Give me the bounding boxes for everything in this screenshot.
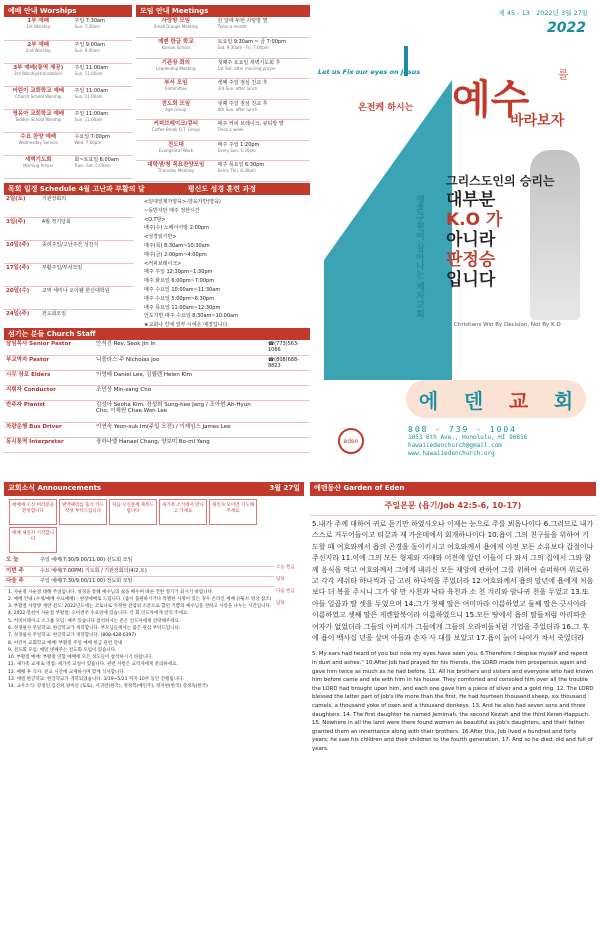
garden-verse: 주일본문 (욥기/Job 42:5-6, 10-17) — [310, 496, 596, 516]
ann-note: 13. 에덴 한글학교: 한글학교가 개학되었습니다. 3/19~5/21 까지 10주 동안 진행됩니다. — [8, 677, 184, 683]
cell — [136, 99, 216, 120]
staff-header: 섬기는 분들 Church Staff — [4, 328, 310, 340]
prayer-line: <커피브레이크> — [144, 260, 182, 267]
duty-value: 주일 예배(7:30/9:00/11:00) 전도회 모임 — [38, 556, 274, 566]
prayer-line: ~동반자반 매주 정한시간 — [144, 207, 200, 214]
prayer-line: <성경읽기반> — [144, 234, 177, 241]
row-value: 매주 주일 1:20pm — [217, 141, 260, 148]
staff-name: 김성아 Seoha Kim, 장성희 Sung-hee Jang / 조아현 Ah-Hyun Cho, 이채원 Chae Won Lee — [94, 400, 266, 422]
ann-card: 처음 오신분께 축복드립니다 — [109, 499, 157, 525]
row-value: 화~토요일 6:00am — [74, 156, 119, 163]
cell — [4, 86, 73, 109]
table-row — [4, 370, 310, 385]
row-value: 주일 7:30am — [74, 18, 105, 24]
prayer-line: 매주 주일 12:30pm~1:30pm — [144, 269, 213, 276]
ann-card: 새가족 소식에서 만나고 가세요 — [159, 499, 207, 525]
staff-name: 장하나엘 Hanael Chang, 양보미 Bo-mi Yang — [94, 437, 266, 452]
duty-value: 수요 예배(7:00PM) 기도회 / 기관장회의(4/2,토) — [38, 566, 274, 576]
cell — [216, 38, 310, 59]
table-row — [136, 140, 310, 161]
row-label: 전도대 — [167, 141, 184, 148]
cover-year: 2022 — [547, 20, 586, 36]
table-row — [136, 38, 310, 59]
sched-event: 부활주일/부서모임 — [40, 264, 134, 287]
worship-section — [4, 5, 132, 179]
ann-note: 11. 새가족 교제 & 영접: 새가족 교실이 있습니다. 관련 사항은 교역자에게 문의하세요. — [8, 662, 178, 668]
prayer-line: 인도자반 매주 수요일 8:30am~10:00am — [144, 313, 238, 320]
staff-name: 이연숙 Yeon-suk Im(주일 오전) / 이제임스 James Lee — [94, 422, 266, 437]
table-row — [4, 287, 134, 310]
row-value: 주일 11:00am — [74, 64, 109, 71]
cell — [73, 86, 132, 109]
schedule-header — [4, 183, 310, 195]
table-row — [4, 155, 132, 178]
ann-section — [4, 482, 304, 695]
row-value-en: Sun. 11:00am — [74, 93, 103, 99]
staff-role: 담임목사 Senior Pastor — [4, 340, 94, 355]
jesus-text: 예수 — [452, 76, 530, 123]
ann-note: 10. 부활절 예배: 부활절 연합 예배에 모든 성도들이 참석하시기 바랍니다. — [8, 655, 153, 661]
cell — [136, 17, 216, 38]
row-label-en: Morning Prayer — [23, 162, 54, 168]
row-value: 수요일 7:00pm — [74, 133, 110, 140]
staff-phone — [266, 422, 310, 437]
row-label: 3부 예배(통역 제공) — [13, 64, 64, 71]
row-label-en: Korean School — [161, 45, 191, 50]
row-value-en: Wed. 7:00pm — [74, 139, 102, 145]
table-row — [4, 556, 274, 566]
cover — [318, 0, 596, 470]
duty-table — [4, 556, 274, 587]
row-value: 주일 9:00am — [74, 41, 105, 48]
table-row — [4, 17, 132, 40]
row-label: 어린이 교회학교 예배 — [12, 87, 65, 94]
cell — [216, 140, 310, 161]
ann-note: 14. 교우소식: 강정인,김진희,양미선 (토토), 서귀련(한국), 정정복(메인주), 정지현(한국) 강정독(한국) — [8, 684, 208, 690]
row-label-en: Church School Worship — [15, 93, 62, 99]
cell — [136, 79, 216, 100]
prayer-foot: ★교회나 인에 일부 시에온 예정입니다. — [144, 322, 229, 329]
prayer-title: 평신도 성경 훈련 과정 — [187, 185, 256, 193]
ann-note: 6. 성경필사 주일학교: 한글학교가 개학합니다. 부모님들께서는 많은 관심 부탁드립니다. — [8, 625, 181, 631]
row-value: 주일 11:00am — [74, 110, 109, 117]
row-label-en: 2nd Worship — [25, 47, 51, 53]
staff-role: 시무 장로 Elders — [4, 370, 94, 385]
row-label-en: Thursday Meeting — [157, 168, 194, 173]
row-label: 전도회 모임 — [161, 100, 191, 107]
sched-date: 17일(주) — [4, 264, 40, 287]
ann-card: 예배 새신자 시작합니다 — [9, 527, 57, 553]
church-name: 에 덴 교 회 — [406, 380, 586, 418]
sched-event: 기관장회의 — [40, 195, 134, 218]
ann-cards — [4, 496, 304, 556]
cell — [136, 58, 216, 79]
prayer-line: 매주 수요일 10:00am~11:30am — [144, 286, 221, 293]
reul-text: 를 — [558, 68, 569, 81]
side-label: 다음 헌금 — [276, 589, 295, 594]
row-label-en: 1st Worship — [26, 24, 51, 29]
cell — [216, 58, 310, 79]
teal-band — [324, 80, 452, 380]
row-label: 새벽기도회 — [24, 156, 52, 163]
row-label-en: Leadership Meeting — [156, 65, 196, 71]
row-label: 부서 모임 — [164, 80, 188, 86]
table-row — [136, 79, 310, 100]
cell — [136, 161, 216, 182]
prayer-line: <O.T방> — [144, 216, 166, 223]
prayer-line: 매주(목) 8:30am~10:30am — [144, 242, 210, 249]
schedule-title: 목회 일정 Schedule — [8, 185, 76, 193]
row-label: 2부 예배 — [27, 41, 50, 48]
ann-card: 예배에 오신 여러분을 환영합니다 — [9, 499, 57, 525]
eng-text: Christians Win By Decision, Not By K.O — [454, 322, 561, 328]
prayer-line: 매주 화요일 6:00pm~7:00pm — [144, 278, 215, 285]
table-row — [136, 58, 310, 79]
row-value-en: Every Thu. 6:30pm — [217, 168, 256, 173]
sched-date: 3일(주) — [4, 218, 40, 241]
fix-eyes: Let us Fix our eyes on Jesus — [318, 68, 421, 76]
cell — [216, 161, 310, 182]
see-text: 바라보자 — [510, 113, 565, 129]
staff-phone — [266, 437, 310, 452]
staff-role: 동시통역 Interpreter — [4, 437, 94, 452]
sched-event: 종려주일/고난주간 성찬식 — [40, 241, 134, 264]
prayer-line: <일대일제자양육>-양육자반(양육) — [144, 199, 221, 205]
staff-name: 니콜라스 주 Nicholas Joo — [94, 355, 266, 370]
eden-logo: eden — [338, 428, 364, 454]
row-label: 수요 찬양 예배 — [20, 133, 57, 140]
row-value-en: Once a week — [217, 127, 244, 132]
duty-label: 오 늘 — [4, 556, 38, 566]
ann-note: 4. 2022 봉헌이 사순절 부활절: 오이번주 수요일에 있습니다. 각 회 인도자에게 알리 주세요. — [8, 611, 189, 617]
staff-phone — [266, 400, 310, 422]
table-row — [4, 195, 134, 218]
line1: 그리스도인의 승리는 — [446, 174, 555, 188]
staff-role: 지휘자 Conductor — [4, 385, 94, 400]
vertical-text: 영혼구원이 살아나는 제자교회 — [414, 195, 424, 319]
row-value-en: Every Sun. 1:20pm — [217, 147, 256, 153]
garden-korean: 5.내가 주께 대하여 귀로 듣기만 하였사오나 이제는 눈으로 주를 뵈옵나이다 6.그러므로 내가 스스로 거두어들이고 티끌과 재 가운데에서 회개하나이다 10.욥이 그의 친구들을 위하여 기도할 때 여호와께서 욥의 곤경을 돌이키시고 여호와께서 욥에게 이전 모든 소유보다 갑절이나 주신지라 11.이에 그의 모든 형제와 자매와 이전에 알던 이들이 다 와서 그의 집에서 그와 함께 음식을 먹고 여호와께서 그에게 내리신 모든 재앙에 관하여 그를 위하여 슬퍼하며 위로하고 각각 케쉬타 하나씩과 금 고리 하나씩을 주었더라 12.여호와께서 욥의 말년에 욥에게 처음보다 더 복을 주시니 그가 양 만 사천과 낙타 육천과 소 천 겨리와 암나귀 천을 두었고 13.또 아들 일곱과 딸 셋을 두었으며 14.그가 첫째 딸은 여미마라 이름하였고 둘째 딸은 긋시아라 이름하였고 셋째 딸은 게렌합북이라 이름하였으니 15.모든 땅에서 욥의 딸들처럼 아리따운 여자가 없었더라 그들의 아버지가 그들에게 그들의 오라비들처럼 기업을 주었더라 16.그 후에 욥이 백사십 년을 살며 아들과 손자 사 대를 보았고 17.욥이 늙어 나이가 차서 죽었더라 — [312, 520, 594, 643]
table-row — [4, 385, 310, 400]
row-label-en: 3rd Worship(translation) — [13, 70, 63, 76]
staff-phone: ☎(808)688-8823 — [266, 355, 310, 370]
schedule-table — [4, 195, 134, 333]
cell — [136, 38, 216, 59]
row-value: 토요일 9:30am ~ 금 7:00pm — [217, 39, 286, 45]
side-label: 담당 — [276, 577, 285, 582]
cell — [4, 63, 73, 86]
ann-header: 교회소식 Announcements 3월 27일 — [4, 482, 304, 496]
cell — [216, 120, 310, 141]
prayer-line: 매주 수요일 5:00pm~6:30pm — [144, 295, 215, 302]
cell — [73, 132, 132, 155]
table-row — [4, 40, 132, 63]
row-label: 영유아 교회학교 예배 — [12, 110, 65, 117]
come-text: 온전케 하시는 — [358, 103, 414, 113]
garden-section — [310, 482, 596, 757]
table-row — [136, 17, 310, 38]
staff-phone — [266, 385, 310, 400]
ann-note: 8. 어린이 교회학교 예배: 부활절 주일 예배 헌금 관련 안내 — [8, 640, 123, 646]
table-row — [4, 132, 132, 155]
cell — [73, 109, 132, 132]
table-row — [136, 99, 310, 120]
side-label: 담당 — [276, 601, 285, 606]
row-value-en: Sun. 11:00am — [74, 70, 103, 76]
prayer-line: 매주 목요일 11:00am~12:30pm — [144, 304, 221, 311]
row-label-en: Evangelical Work — [158, 147, 193, 153]
row-label: 1부 예배 — [27, 18, 50, 24]
table-row — [4, 86, 132, 109]
row-value-en: Tues.-Sat. 5:00am — [74, 162, 111, 168]
schedule-note: 4월 고난과 부활의 달 — [78, 185, 145, 193]
schedule-section — [4, 183, 310, 333]
row-value: 한 달에 두번 사랑방 별 — [217, 18, 268, 24]
table-row — [4, 63, 132, 86]
ann-note: 1. 사순절 시순절 대해 주일입니다. 성경을 통해 예수님의 삶을 배우며 따른 진한 절기가 되시기 바랍니다. — [8, 589, 214, 595]
cell — [4, 109, 73, 132]
staff-name: 이영배 Daniel Lee, 김헬렌 Helen Kim — [94, 370, 266, 385]
row-label: 대학생/청 목요찬양모임 — [147, 162, 205, 168]
cell — [4, 40, 73, 63]
cell — [73, 17, 132, 40]
row-value: 첫째주 토요일 새벽기도회 후 — [217, 59, 281, 66]
ann-note: 12. 예배 후 식사: 친교 시간에 교제하시며 함께 식사합니다. — [8, 669, 126, 675]
staff-phone — [266, 370, 310, 385]
prayer-line: 매주(수) 노베이아방 2:00pm — [144, 225, 209, 232]
meetings-table — [136, 17, 310, 182]
cell — [73, 63, 132, 86]
row-value-en: Sun. 9:00am — [74, 47, 101, 53]
cell — [4, 17, 73, 40]
row-label: 사랑방 모임 — [161, 18, 191, 24]
ann-notes — [4, 587, 300, 695]
offering-side — [276, 562, 304, 610]
row-value-en: Twice a month — [217, 24, 247, 29]
table-row — [4, 264, 134, 287]
verdict-block: 대부분 K.O 가 아니라 판정승 입니다 — [446, 190, 503, 290]
table-row — [4, 241, 134, 264]
table-row — [136, 161, 310, 182]
table-row — [4, 576, 274, 586]
prayer-lines — [134, 195, 248, 333]
staff-table — [4, 340, 310, 453]
row-value: 매주 커피 브레이크, 큐티방 별 — [217, 121, 284, 127]
row-label-en: Toddler School Worship — [15, 116, 62, 122]
ann-note: 3. 부활절 사랑방 계란 전도: 2022년도에는 코로나로 지정한 전염의 소문으로 함된 기쁨의 예수님을 전하고 사랑을 나누는 시간입니다. — [8, 604, 272, 610]
ann-card: 발액팩리를 출석 카드 작성 부탁드립니다 — [59, 499, 107, 525]
garden-header: 에덴동산 Garden of Eden — [310, 482, 596, 496]
row-value-en: 3rd Sun. after lunch — [217, 86, 258, 91]
table-row — [4, 400, 310, 422]
cell — [136, 140, 216, 161]
row-label-en: Wednesday Service — [18, 139, 58, 145]
staff-section — [4, 328, 310, 453]
sched-date: 2일(토) — [4, 195, 40, 218]
row-label: 커피브레이크/큐티 — [153, 121, 199, 127]
cell — [73, 155, 132, 178]
ann-note: 7. 성경필사 주일학교: 한글학교가 개학합니다. (808-428-6397) — [8, 633, 137, 639]
staff-name: 안석진 Rev. Seok Jin In — [94, 340, 266, 355]
sched-date: 10일(주) — [4, 241, 40, 264]
row-value: 넷째 주일 점심 친교 후 — [217, 100, 268, 107]
row-value-en: Sun. 11:00am — [74, 116, 103, 122]
row-value-en: Sun. 7:30am — [74, 24, 101, 29]
cell — [136, 120, 216, 141]
staff-role: 반주자 Pianist — [4, 400, 94, 422]
worship-header: 예배 안내 Worships — [4, 5, 132, 17]
ann-note: 5. 커비브레이크 소그룹 모임: 매주 있습니다 참석하시는 분은 인도자에게 연락해주세요. — [8, 618, 181, 624]
garden-english: 5. My ears had heard of you but now my eyes have seen you. 6.Therefore I despise myself and repent in dust and ashes." 10.After Job had prayed for his friends, the LORD made him prosperous again and gave him twice as much as he had before. 11. All his brothers and sisters and everyone who had known him before came and ate with him in his house. They comforted and consoled him over all the trouble the LORD had brought upon him, and each one gave him a piece of silver and a gold ring. 12. The LORD blessed the latter part of Job's life more than the first. He had fourteen thousand sheep, six thousand camels, a thousand yoke of oxen and a thousand donkeys. 13. And he also had seven sons and three daughters. 14. The first daughter he named Jemimah, the second Keziah and the third Keren-Happuch. 15. Nowhere in all the land were there found women as beautiful as Job's daughters, and their father granted them an inheritance along with their brothers. 16.After this, Job lived a hundred and forty years; he saw his children and their children to the fourth generation. 17. And so he died, old and full of years. — [312, 651, 594, 752]
table-row — [136, 120, 310, 141]
contact: 808 - 739 - 1004 1053 6th Ave., Honolulu, HI 96816 hawaiiedenchurch@gmail.com www.hawaiiedenchurch.org — [408, 425, 528, 457]
meetings-header: 모임 안내 Meetings — [136, 5, 310, 17]
row-value-en: 4th Sun. after lunch — [217, 106, 258, 112]
duty-label: 다음 주 — [4, 576, 38, 586]
row-value-en: Sat. 9:30am · Fri. 7:00pm — [217, 45, 269, 50]
row-label-en: Coffee Break Q.T. Group — [151, 127, 200, 132]
staff-role: 차량운행 Bus Driver — [4, 422, 94, 437]
table-row — [4, 340, 310, 355]
cell — [216, 79, 310, 100]
meetings-section — [136, 5, 310, 182]
cell — [216, 99, 310, 120]
duty-label: 이번 주 — [4, 566, 38, 576]
sched-date: 24일(주) — [4, 310, 40, 333]
ann-note: 9. 전도회 모임: 매달 넷째주는 전도회 모임이 있습니다. — [8, 647, 117, 653]
row-value: 매주 목요일 6:30pm — [217, 162, 265, 168]
sched-date: 20일(수) — [4, 287, 40, 310]
sched-event: 전도회모임 — [40, 310, 134, 333]
table-row — [4, 566, 274, 576]
worship-table — [4, 17, 132, 179]
row-label: 예덴 한글 학교 — [157, 39, 194, 45]
row-label-en: Small Groups Meeting — [153, 24, 198, 29]
ann-note: 2. 예배 안내 (수정/예배 수요예배) - 현장예배로 드립니다. (줌이 불편하시거나 특별한 사정이 있는 경우 온라인 예배 유튜브 영상 참조) — [8, 596, 272, 602]
table-row — [4, 437, 310, 452]
duty-value: 주일 예배(7:30/9:00/11:00) 전도회 모임 — [38, 576, 274, 586]
cell — [216, 17, 310, 38]
staff-role: 부교역자 Pastor — [4, 355, 94, 370]
cell — [73, 40, 132, 63]
table-row — [4, 109, 132, 132]
row-label-en: Age Group — [165, 106, 187, 112]
sched-event: 4월 정기당회 — [40, 218, 134, 241]
row-value-en: 1st Sat. after morning prayer — [217, 65, 276, 71]
issue-line: 제 45 - 13 2022년 3월 27일 — [498, 9, 588, 17]
cell — [4, 155, 73, 178]
sched-event: 교역 세미나 오아웰 한신대학원 — [40, 287, 134, 310]
staff-phone: ☎(773)563-1066 — [266, 340, 310, 355]
row-value: 셋째 주일 점심 친교 후 — [217, 80, 268, 86]
side-label: 오늘 헌금 — [276, 565, 295, 570]
prayer-line: 매주(금) 2:00pm~4:00pm — [144, 251, 207, 258]
ann-card: 새신자 모이면 기도해 주세요 — [209, 499, 257, 525]
table-row — [4, 422, 310, 437]
row-label: 기관장 회의 — [161, 59, 191, 66]
staff-name: 조민상 Min-sang Cho — [94, 385, 266, 400]
table-row — [4, 218, 134, 241]
cell — [4, 132, 73, 155]
table-row — [4, 355, 310, 370]
row-value: 주일 11:00am — [74, 87, 109, 94]
row-label-en: Committee — [164, 86, 187, 91]
